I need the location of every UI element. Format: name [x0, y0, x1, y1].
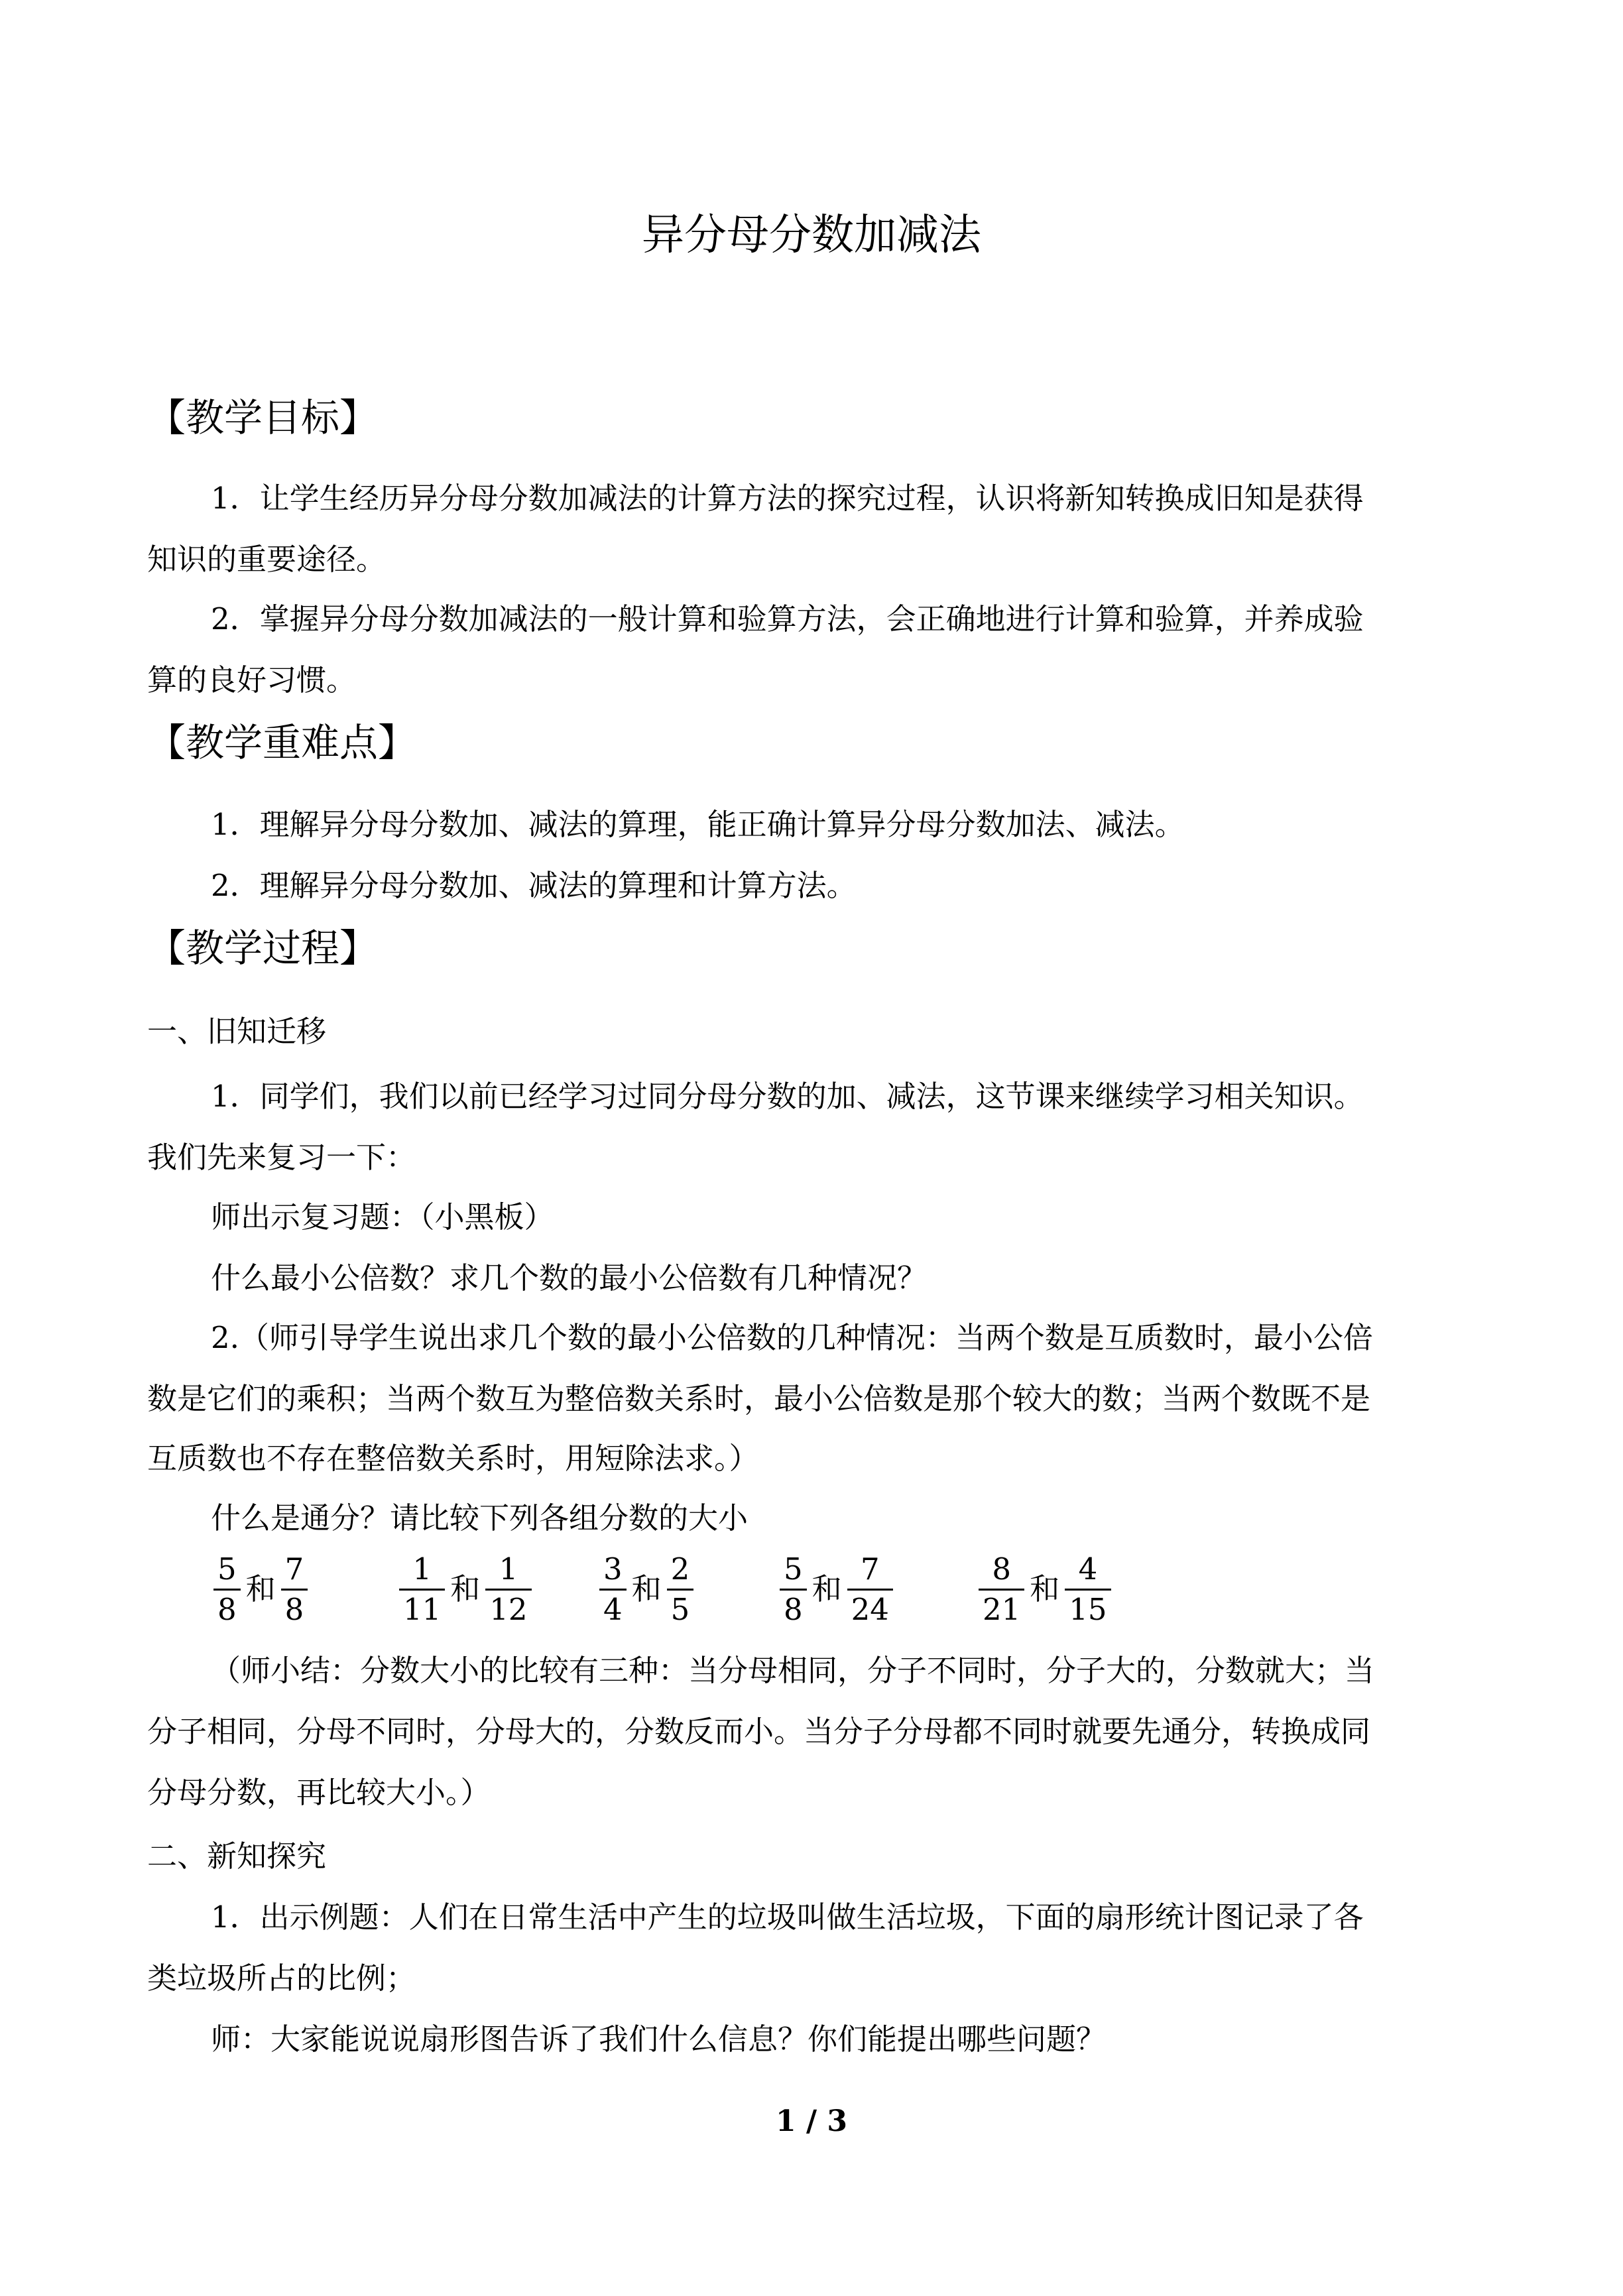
fraction — [1065, 1550, 1111, 1629]
denominator: 8 — [784, 1591, 803, 1627]
numerator: 3 — [603, 1551, 623, 1587]
fraction-pair — [396, 1540, 534, 1639]
section-1-para-4-line-1: 2.（师引导学生说出求几个数的最小公倍数的几种情况：当两个数是互质数时，最小公倍 — [211, 1320, 1373, 1355]
page-number: 1 / 3 — [776, 2104, 847, 2138]
fraction-pair — [597, 1540, 696, 1639]
keypoint-1: 1．理解异分母分数加、减法的算理，能正确计算异分母分数加法、减法。 — [211, 807, 1185, 842]
fraction — [399, 1550, 445, 1629]
heading-process: 【教学过程】 — [147, 926, 379, 971]
numerator: 7 — [860, 1551, 880, 1587]
fraction — [213, 1550, 241, 1629]
numerator: 7 — [284, 1551, 304, 1587]
denominator: 8 — [217, 1591, 237, 1627]
section-2-para-1-line-1: 1．出示例题：人们在日常生活中产生的垃圾叫做生活垃圾，下面的扇形统计图记录了各 — [211, 1900, 1364, 1935]
heading-keypoints: 【教学重难点】 — [147, 720, 417, 765]
section-1-title: 一、旧知迁移 — [147, 1014, 327, 1049]
denominator: 11 — [403, 1591, 442, 1627]
numerator: 1 — [412, 1551, 432, 1587]
numerator: 5 — [217, 1551, 237, 1587]
objective-2-line-2: 算的良好习惯。 — [147, 662, 357, 697]
section-2-para-2: 师：大家能说说扇形图告诉了我们什么信息？你们能提出哪些问题？ — [211, 2022, 1107, 2057]
fraction — [667, 1550, 694, 1629]
fraction-pair — [211, 1540, 310, 1639]
denominator: 4 — [603, 1591, 623, 1627]
keypoint-2: 2．理解异分母分数加、减法的算理和计算方法。 — [211, 868, 857, 903]
fraction — [847, 1550, 893, 1629]
section-2-para-1-line-2: 类垃圾所占的比例； — [147, 1961, 416, 1996]
numerator: 5 — [784, 1551, 803, 1587]
fraction-pair — [976, 1540, 1114, 1639]
fraction-pair — [777, 1540, 896, 1639]
denominator: 15 — [1069, 1591, 1107, 1627]
heading-objectives: 【教学目标】 — [147, 395, 379, 440]
denominator: 24 — [851, 1591, 889, 1627]
section-1-para-4-line-3: 互质数也不存在整倍数关系时，用短除法求。） — [147, 1441, 759, 1476]
section-1-summary-line-3: 分母分数，再比较大小。） — [147, 1775, 491, 1810]
fraction — [979, 1550, 1024, 1629]
fraction — [485, 1550, 531, 1629]
section-1-summary-line-2: 分子相同，分母不同时，分母大的，分数反而小。当分子分母都不同时就要先通分，转换成同 — [147, 1714, 1371, 1749]
numerator: 1 — [499, 1551, 518, 1587]
fraction-comparison-row — [0, 1540, 1623, 1639]
fraction — [281, 1550, 308, 1629]
section-1-para-4-line-2: 数是它们的乘积；当两个数互为整倍数关系时，最小公倍数是那个较大的数；当两个数既不是 — [147, 1381, 1371, 1416]
and-word: 和 — [1030, 1571, 1060, 1606]
denominator: 12 — [489, 1591, 528, 1627]
and-word: 和 — [450, 1571, 481, 1606]
denominator: 8 — [284, 1591, 304, 1627]
and-word: 和 — [812, 1571, 842, 1606]
section-1-para-2: 师出示复习题：（小黑板） — [211, 1199, 554, 1235]
section-1-para-5: 什么是通分？请比较下列各组分数的大小 — [211, 1500, 749, 1536]
section-1-para-1-line-1: 1．同学们，我们以前已经学习过同分母分数的加、减法，这节课来继续学习相关知识。 — [211, 1079, 1364, 1114]
objective-1-line-2: 知识的重要途径。 — [147, 542, 387, 577]
section-1-para-3: 什么最小公倍数？求几个数的最小公倍数有几种情况？ — [211, 1260, 928, 1296]
document-title: 异分母分数加减法 — [642, 211, 981, 260]
objective-1-line-1: 1．让学生经历异分母分数加减法的计算方法的探究过程，认识将新知转换成旧知是获得 — [211, 481, 1364, 516]
section-2-title: 二、新知探究 — [147, 1839, 327, 1874]
denominator: 5 — [670, 1591, 690, 1627]
section-1-summary-line-1: （师小结：分数大小的比较有三种：当分母相同，分子不同时，分子大的，分数就大；当 — [211, 1653, 1375, 1688]
objective-2-line-1: 2．掌握异分母分数加减法的一般计算和验算方法，会正确地进行计算和验算，并养成验 — [211, 601, 1364, 636]
fraction — [599, 1550, 627, 1629]
denominator: 21 — [983, 1591, 1021, 1627]
and-word: 和 — [631, 1571, 662, 1606]
and-word: 和 — [245, 1571, 276, 1606]
numerator: 4 — [1078, 1551, 1098, 1587]
section-1-para-1-line-2: 我们先来复习一下： — [147, 1140, 416, 1175]
numerator: 8 — [992, 1551, 1011, 1587]
fraction — [780, 1550, 807, 1629]
numerator: 2 — [670, 1551, 690, 1587]
